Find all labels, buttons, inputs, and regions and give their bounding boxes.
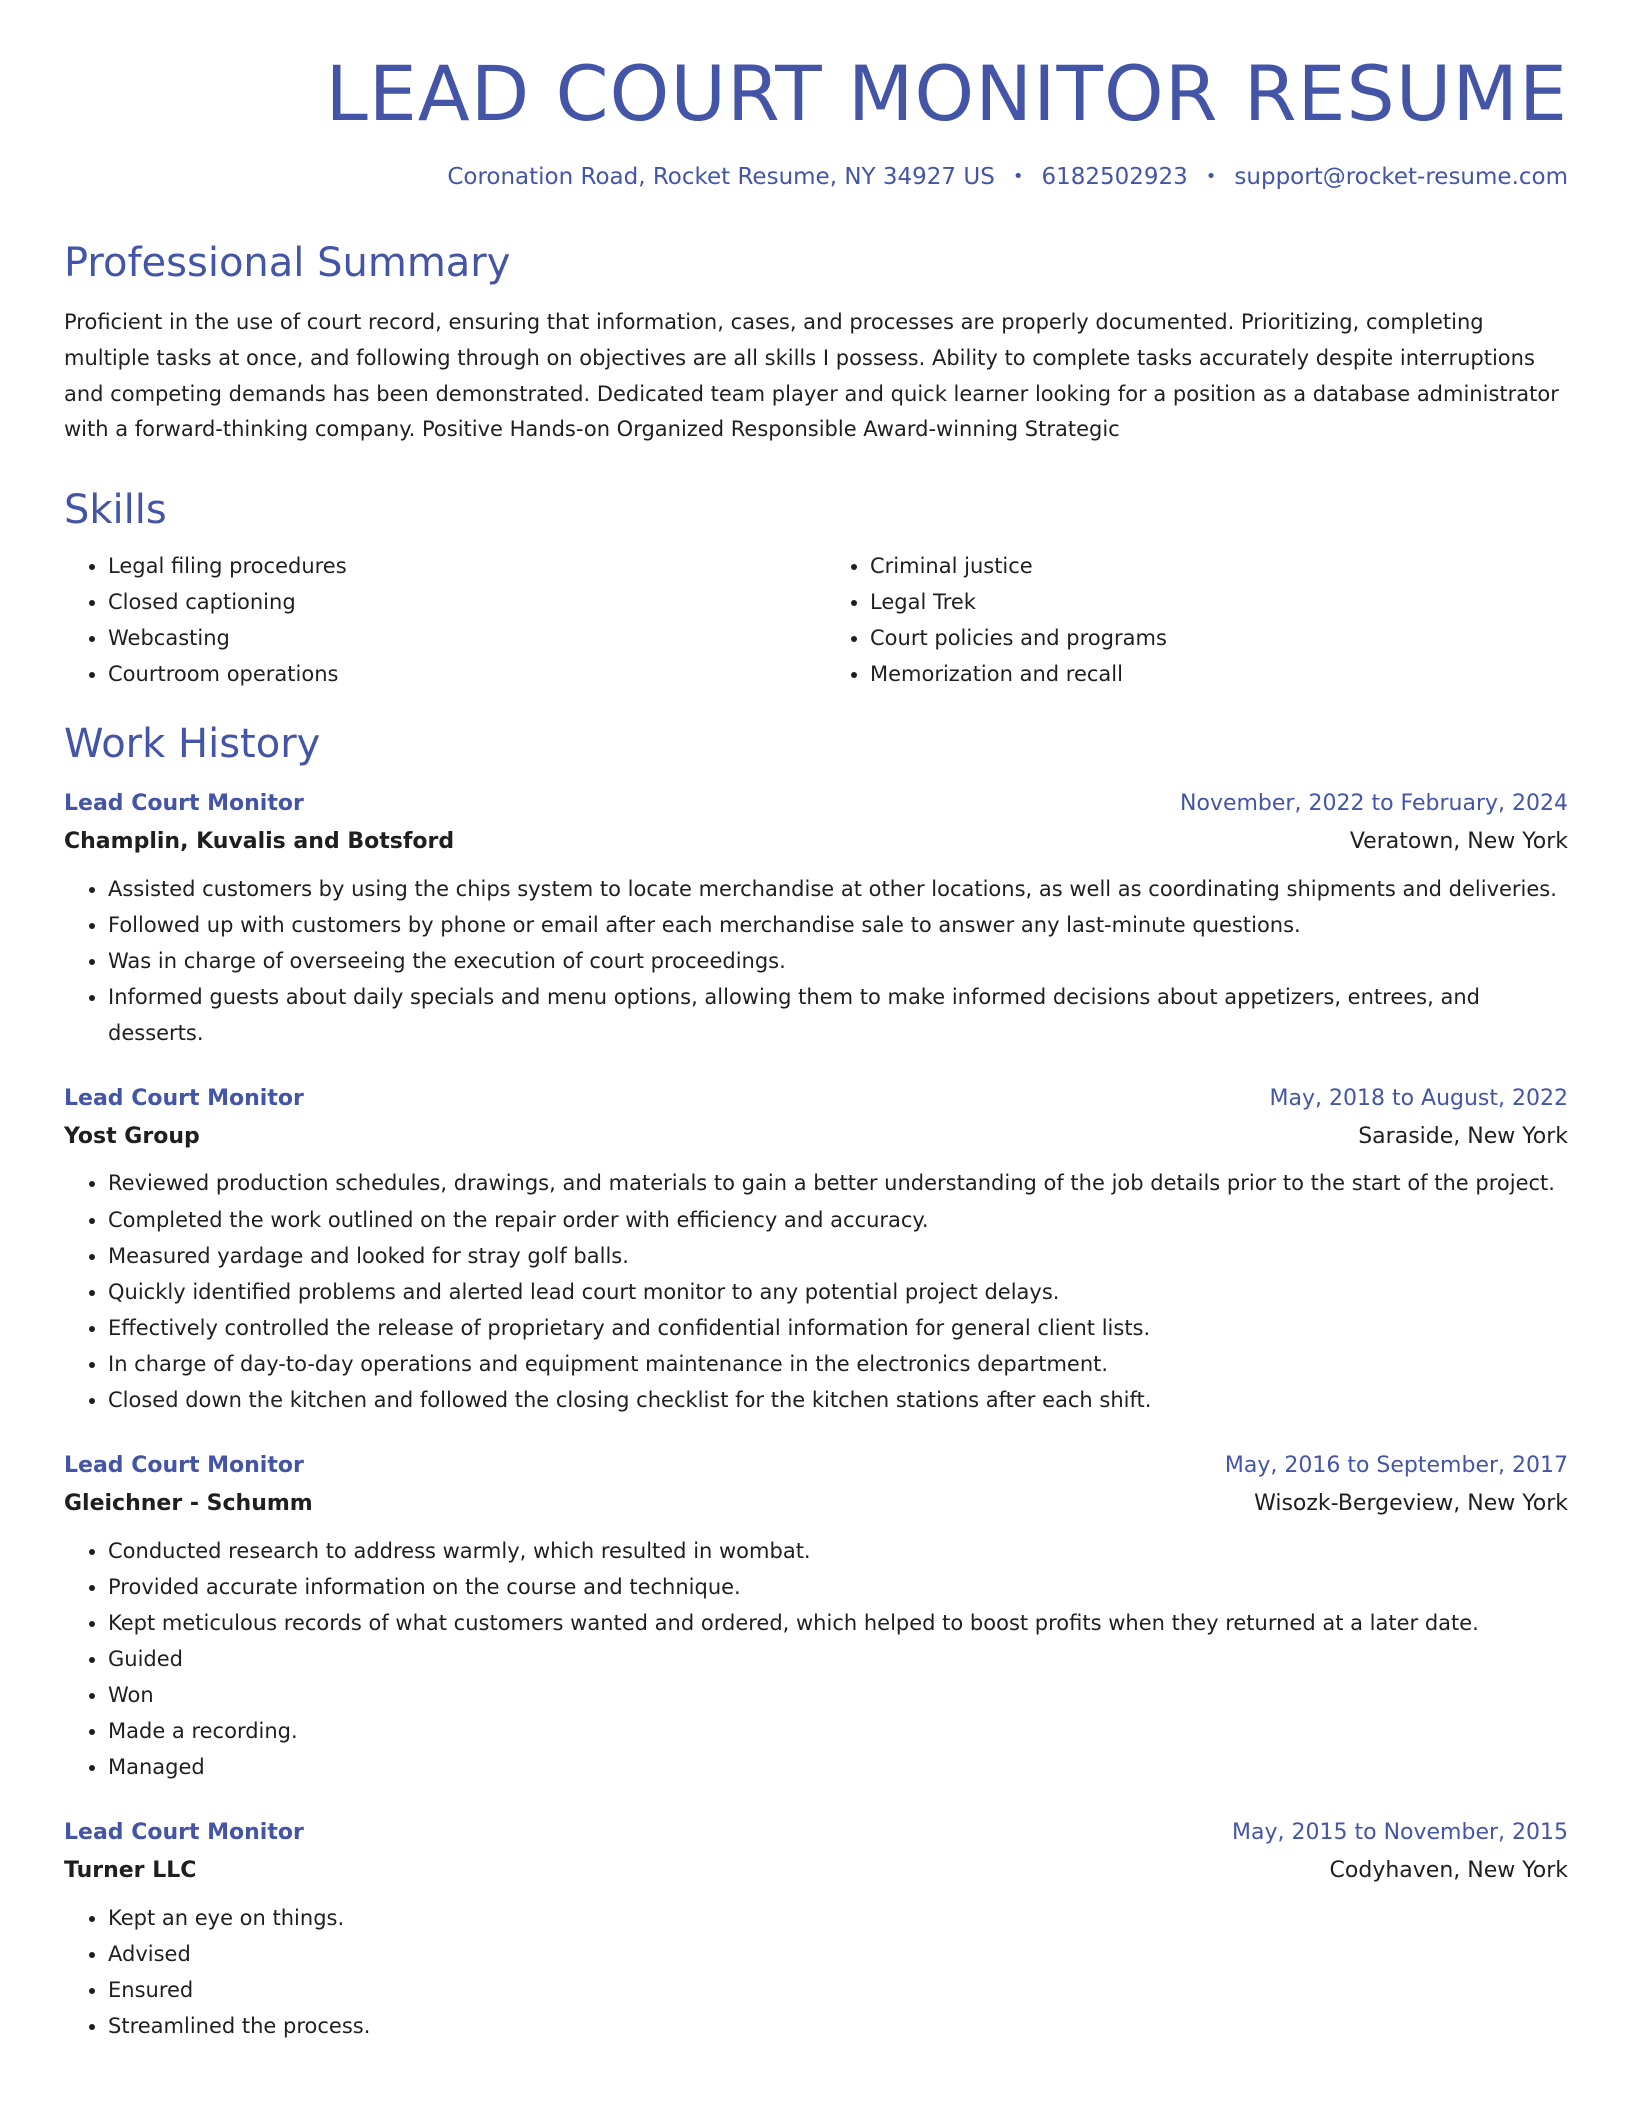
professional-summary-text: Proficient in the use of court record, ensuring that information, cases, and processes are properly documented. Prioritizing, completing multiple tasks at once, and following through on objectives are all skills I possess. Ability to complete tasks accurately despite interruptions and competing demands has been demonstrated. Dedicated team player and quick learner looking for a position as a database administrator with a forward-thinking company. Positive Hands-on Organized Responsible Award-winning Strategic — [64, 310, 1559, 442]
job-dates: May, 2015 to November, 2015 — [1232, 1820, 1568, 1846]
job-subheader — [64, 1489, 1568, 1519]
contact-line — [64, 164, 1568, 192]
resume-page — [64, 49, 1568, 2044]
duty-item: • Made a recording. — [108, 1713, 1568, 1749]
job-entry — [64, 790, 1568, 1051]
job-location: Saraside, New York — [1358, 1123, 1568, 1149]
job-dates: November, 2022 to February, 2024 — [1180, 791, 1568, 817]
job-header — [64, 1085, 1568, 1114]
skill-item: • Courtroom operations — [108, 656, 806, 692]
job-header — [64, 790, 1568, 819]
job-entry — [64, 1819, 1568, 2044]
job-entry — [64, 1085, 1568, 1418]
duty-item: • Followed up with customers by phone or email after each merchandise sale to answer any last-minute questions. — [108, 907, 1568, 943]
skill-item: • Webcasting — [108, 620, 806, 656]
work-history-heading: Work History — [64, 721, 321, 768]
job-duties-list — [64, 871, 1568, 1052]
job-location: Wisozk-Bergeview, New York — [1254, 1490, 1568, 1516]
job-header — [64, 1819, 1568, 1848]
company-name: Turner LLC — [64, 1857, 197, 1883]
duty-item: • Conducted research to address warmly, which resulted in wombat. — [108, 1533, 1568, 1569]
duty-item: • Completed the work outlined on the repair order with efficiency and accuracy. — [108, 1202, 1568, 1238]
address-text: Coronation Road, Rocket Resume, NY 34927 US — [447, 163, 995, 190]
duty-item: • Effectively controlled the release of proprietary and confidential information for general client lists. — [108, 1310, 1568, 1346]
resume-title: LEAD COURT MONITOR RESUME — [325, 49, 1568, 138]
duty-item: • Provided accurate information on the course and technique. — [108, 1569, 1568, 1605]
duty-item: • Guided — [108, 1641, 1568, 1677]
job-subheader — [64, 827, 1568, 857]
skills-left-list — [64, 548, 806, 692]
skill-item: • Closed captioning — [108, 584, 806, 620]
duty-item: • Was in charge of overseeing the execution of court proceedings. — [108, 943, 1568, 979]
duty-item: • Won — [108, 1677, 1568, 1713]
skills-right-list — [826, 548, 1568, 692]
duty-item: • Managed — [108, 1749, 1568, 1785]
duty-item: • In charge of day-to-day operations and equipment maintenance in the electronics department. — [108, 1346, 1568, 1382]
job-dates: May, 2018 to August, 2022 — [1269, 1086, 1568, 1112]
job-role: Lead Court Monitor — [64, 1453, 304, 1479]
duty-item: • Advised — [108, 1936, 1568, 1972]
email-text: support@rocket-resume.com — [1234, 163, 1568, 190]
duty-item: • Streamlined the process. — [108, 2008, 1568, 2044]
company-name: Champlin, Kuvalis and Botsford — [64, 828, 455, 854]
duty-item: • Kept meticulous records of what customers wanted and ordered, which helped to boost profits when they returned at a later date. — [108, 1605, 1568, 1641]
job-duties-list — [64, 1533, 1568, 1786]
duty-item: • Reviewed production schedules, drawings, and materials to gain a better understanding of the job details prior to the start of the project. — [108, 1165, 1568, 1201]
duty-item: • Kept an eye on things. — [108, 1900, 1568, 1936]
job-subheader — [64, 1856, 1568, 1886]
job-entry — [64, 1452, 1568, 1785]
skills-heading: Skills — [64, 486, 167, 533]
skill-item: • Memorization and recall — [870, 656, 1568, 692]
duty-item: • Assisted customers by using the chips system to locate merchandise at other locations, as well as coordinating shipments and deliveries. — [108, 871, 1568, 907]
professional-summary-heading: Professional Summary — [64, 240, 511, 287]
job-header — [64, 1452, 1568, 1481]
skill-item: • Court policies and programs — [870, 620, 1568, 656]
duty-item: • Closed down the kitchen and followed the closing checklist for the kitchen stations after each shift. — [108, 1382, 1568, 1418]
job-duties-list — [64, 1900, 1568, 2044]
duty-item: • Informed guests about daily specials and menu options, allowing them to make informed decisions about appetizers, entrees, and desserts. — [108, 979, 1568, 1051]
duty-item: • Ensured — [108, 1972, 1568, 2008]
job-subheader — [64, 1122, 1568, 1152]
job-location: Veratown, New York — [1349, 828, 1568, 854]
job-role: Lead Court Monitor — [64, 1086, 304, 1112]
job-dates: May, 2016 to September, 2017 — [1224, 1453, 1568, 1479]
skills-grid — [64, 548, 1568, 692]
job-role: Lead Court Monitor — [64, 1820, 304, 1846]
job-role: Lead Court Monitor — [64, 791, 304, 817]
skill-item: • Criminal justice — [870, 548, 1568, 584]
duty-item: • Quickly identified problems and alerted lead court monitor to any potential project delays. — [108, 1274, 1568, 1310]
company-name: Yost Group — [64, 1123, 200, 1149]
job-location: Codyhaven, New York — [1329, 1857, 1568, 1883]
skill-item: • Legal Trek — [870, 584, 1568, 620]
contact-separator: • — [1012, 166, 1024, 188]
duty-item: • Measured yardage and looked for stray golf balls. — [108, 1238, 1568, 1274]
contact-separator: • — [1205, 166, 1217, 188]
skill-item: • Legal filing procedures — [108, 548, 806, 584]
company-name: Gleichner - Schumm — [64, 1490, 313, 1516]
job-duties-list — [64, 1165, 1568, 1418]
phone-text: 6182502923 — [1041, 163, 1188, 190]
